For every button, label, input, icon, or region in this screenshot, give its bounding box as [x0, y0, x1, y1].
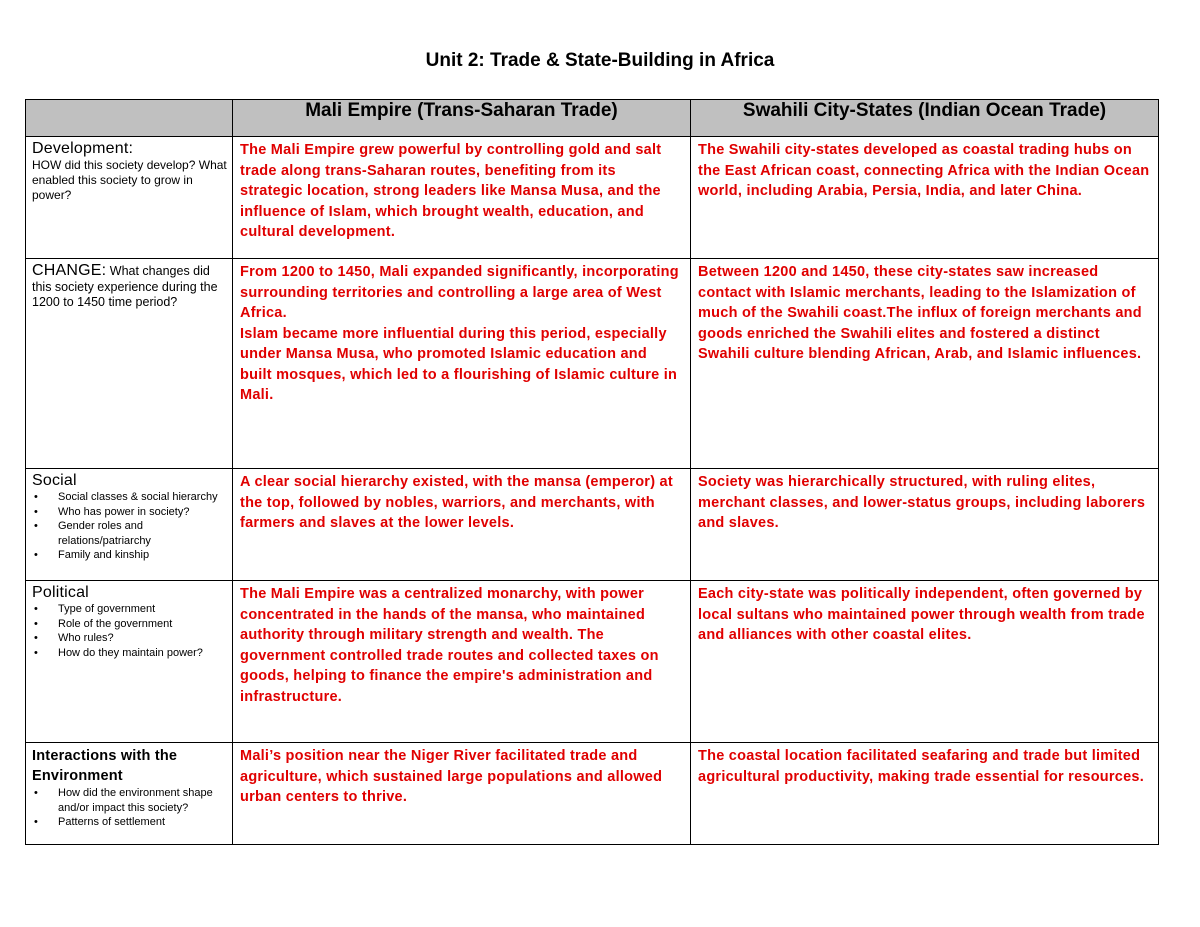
swahili-social: [691, 469, 1159, 581]
development-title: Development:: [32, 140, 134, 157]
mali-development: [233, 137, 691, 259]
header-blank-cell: [26, 100, 233, 137]
mali-development-text: The Mali Empire grew powerful by controlling gold and salt trade along trans-Saharan routes, benefiting from its strategic location, strong leaders like Mansa Musa, and the influence of Islam, which brought wealth, education, and cultural development.: [240, 142, 662, 240]
political-title: Political: [32, 584, 89, 601]
environment-bullets: [32, 786, 228, 830]
mali-change-text-1: From 1200 to 1450, Mali expanded significantly, incorporating surrounding territories and controlling a large area of West Africa.: [240, 264, 679, 321]
label-development: [26, 137, 233, 259]
swahili-change: [691, 259, 1159, 469]
swahili-social-text: Society was hierarchically structured, with ruling elites, merchant classes, and lower-status groups, including laborers and slaves.: [698, 474, 1146, 531]
social-bullet: • Gender roles and relations/patriarchy: [58, 519, 228, 548]
mali-social: [233, 469, 691, 581]
environment-title: Interactions with the Environment: [32, 748, 178, 784]
social-bullet: • Family and kinship: [58, 548, 228, 563]
social-title: Social: [32, 472, 77, 489]
political-bullet: • Type of government: [58, 602, 228, 617]
political-bullet: • Who rules?: [58, 631, 228, 646]
change-question: What changes did this society experience during the 1200 to 1450 time period?: [32, 264, 218, 309]
change-title: CHANGE:: [32, 262, 107, 279]
environment-bullet: • How did the environment shape and/or impact this society?: [58, 786, 228, 815]
row-environment: [26, 743, 1159, 845]
change-label-block: [32, 262, 228, 310]
mali-social-text: A clear social hierarchy existed, with the mansa (emperor) at the top, followed by nobles, warriors, and merchants, with farmers and slaves at the lower levels.: [240, 474, 673, 531]
row-social: [26, 469, 1159, 581]
swahili-change-text: Between 1200 and 1450, these city-states saw increased contact with Islamic merchants, leading to the Islamization of much of the Swahili coast.The influx of foreign merchants and goods enriched the Swahili elites and fostered a distinct Swahili culture blending African, Arab, and Islamic influences.: [698, 264, 1142, 362]
row-political: [26, 581, 1159, 743]
row-development: [26, 137, 1159, 259]
label-environment: [26, 743, 233, 845]
label-change: [26, 259, 233, 469]
mali-environment-text: Mali’s position near the Niger River facilitated trade and agriculture, which sustained large populations and allowed urban centers to thrive.: [240, 748, 663, 805]
social-bullet: • Social classes & social hierarchy: [58, 490, 228, 505]
social-bullet: • Who has power in society?: [58, 505, 228, 520]
comparison-table: [25, 99, 1159, 845]
swahili-political-text: Each city-state was politically independent, often governed by local sultans who maintained power through wealth from trade and alliances with other coastal elites.: [698, 586, 1145, 643]
political-bullet: • How do they maintain power?: [58, 646, 228, 661]
document-title: Unit 2: Trade & State-Building in Africa: [425, 50, 775, 71]
mali-environment: [233, 743, 691, 845]
header-swahili: Swahili City-States (Indian Ocean Trade): [691, 100, 1159, 137]
header-mali: Mali Empire (Trans-Saharan Trade): [233, 100, 691, 137]
swahili-development: [691, 137, 1159, 259]
swahili-development-text: The Swahili city-states developed as coastal trading hubs on the East African coast, connecting Africa with the Indian Ocean world, including Arabia, Persia, India, and later China.: [698, 142, 1150, 199]
environment-bullet: • Patterns of settlement: [58, 815, 228, 830]
mali-change-text-2: Islam became more influential during this period, especially under Mansa Musa, who promoted Islamic education and built mosques, which led to a flourishing of Islamic culture in Mali.: [240, 325, 678, 403]
header-row: [26, 100, 1159, 137]
mali-political: [233, 581, 691, 743]
row-change: [26, 259, 1159, 469]
political-bullet: • Role of the government: [58, 617, 228, 632]
label-political: [26, 581, 233, 743]
label-social: [26, 469, 233, 581]
swahili-political: [691, 581, 1159, 743]
swahili-environment: [691, 743, 1159, 845]
mali-change: [233, 259, 691, 469]
swahili-environment-text: The coastal location facilitated seafaring and trade but limited agricultural productivity, making trade essential for resources.: [698, 748, 1145, 785]
social-bullets: [32, 490, 228, 563]
development-question: HOW did this society develop? What enabled this society to grow in power?: [32, 158, 227, 202]
political-bullets: [32, 602, 228, 660]
mali-political-text: The Mali Empire was a centralized monarchy, with power concentrated in the hands of the mansa, who maintained authority through military strength and wealth. The government controlled trade routes and collected taxes on goods, helping to finance the empire's administration and infrastructure.: [240, 586, 659, 705]
